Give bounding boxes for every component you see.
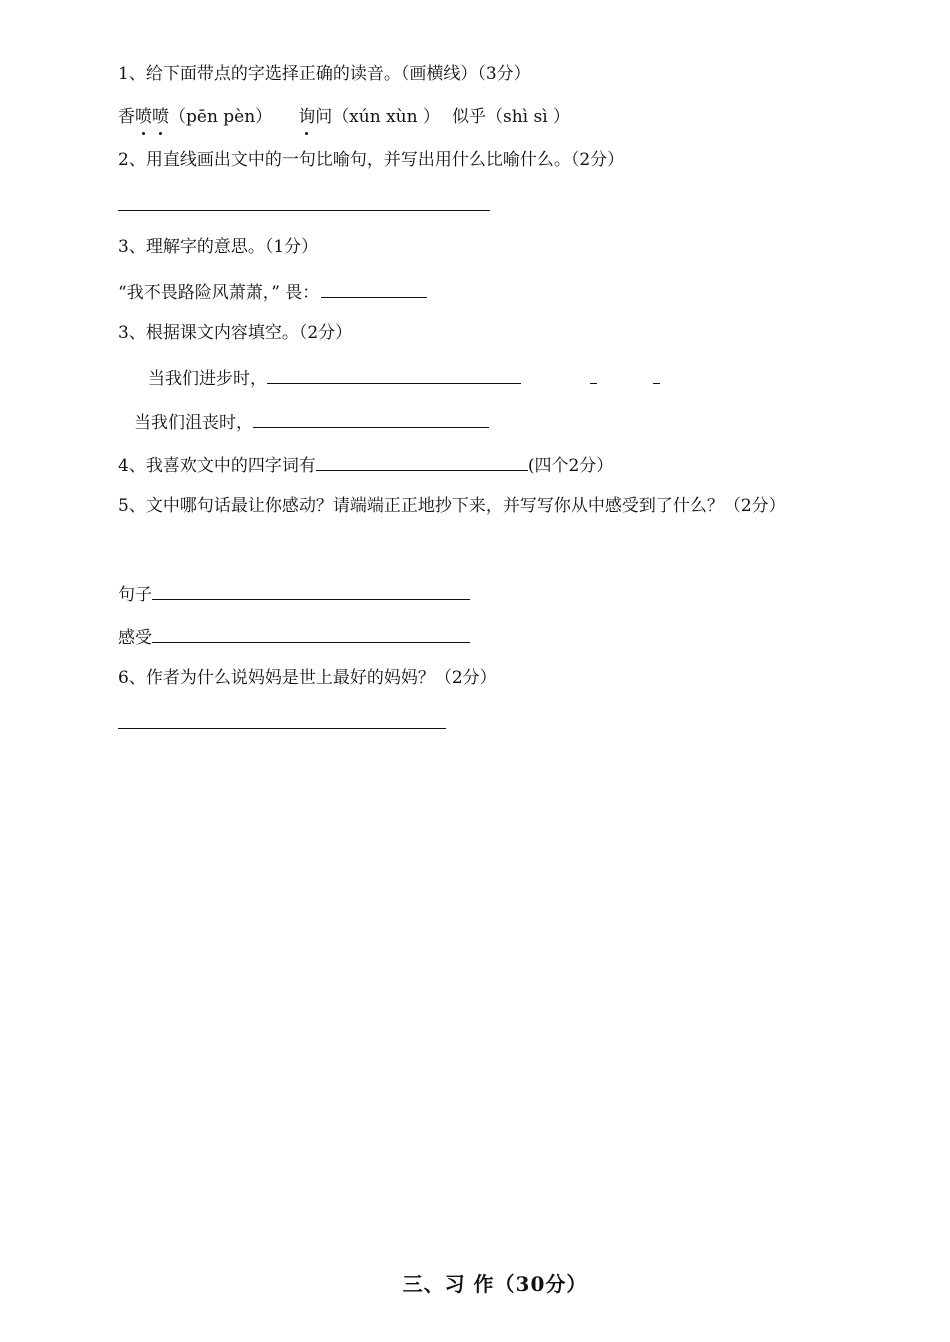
question-3b-prompt: 3、根据课文内容填空。（2分）: [118, 323, 353, 343]
q1-item-2-options: （xún xùn ）: [332, 107, 440, 127]
question-1-options-row: [118, 106, 570, 128]
question-3b-line1-label: 当我们进步时，: [148, 369, 267, 389]
answer-blank-q6[interactable]: [118, 728, 446, 729]
stray-dash: [653, 383, 660, 384]
question-3a-quote-row: [118, 279, 427, 304]
section-3-title: 三、习 作（30分）: [402, 1272, 588, 1296]
q1-item-3: [452, 107, 570, 127]
dotted-char: 喷: [152, 107, 169, 127]
answer-blank-q4[interactable]: [316, 452, 528, 471]
question-4-row: [118, 452, 613, 477]
answer-blank-q2[interactable]: [118, 210, 490, 211]
question-3b-line2-label: 当我们沮丧时，: [134, 413, 253, 433]
q1-item-2-post: 问: [315, 107, 333, 127]
q1-item-2: [298, 107, 440, 127]
q1-item-1-pre: 香: [118, 107, 135, 127]
stray-dash: [590, 383, 597, 384]
question-3b-line2: [134, 409, 489, 434]
answer-blank-q3a[interactable]: [321, 279, 427, 298]
question-2-prompt: 2、用直线画出文中的一句比喻句，并写出用什么比喻什么。（2分）: [118, 150, 625, 170]
sentence-label: 句子: [118, 585, 152, 605]
question-1-prompt: 1、给下面带点的字选择正确的读音。（画横线）（3分）: [118, 64, 531, 84]
question-3a-prompt: 3、理解字的意思。（1分）: [118, 237, 319, 257]
answer-blank-q5-feeling[interactable]: [152, 624, 470, 643]
q1-item-3-word: 似乎: [451, 107, 486, 127]
question-4-suffix: (四个2分）: [527, 456, 614, 476]
dotted-char: 喷: [135, 107, 152, 127]
question-5-prompt: 5、文中哪句话最让你感动？请端端正正地抄下来，并写写你从中感受到了什么？（2分）: [118, 496, 786, 516]
answer-blank-q3b-1[interactable]: [267, 365, 521, 384]
question-5-feeling-row: [118, 624, 470, 649]
feeling-label: 感受: [118, 628, 152, 648]
question-5-sentence-row: [118, 581, 470, 606]
q1-item-1: [118, 107, 272, 127]
q1-item-1-options: （pēn pèn）: [169, 107, 273, 127]
answer-blank-q5-sentence[interactable]: [152, 581, 470, 600]
question-6-prompt: 6、作者为什么说妈妈是世上最好的妈妈？（2分）: [118, 668, 497, 688]
answer-blank-q3b-2[interactable]: [253, 409, 489, 428]
question-3a-quote: “我不畏路险风萧萧，” 畏：: [118, 283, 320, 303]
question-4-prompt: 4、我喜欢文中的四字词有: [118, 456, 316, 476]
dotted-char: 询: [298, 107, 316, 127]
q1-item-3-options: （shì sì ）: [485, 107, 571, 127]
question-3b-line1: [148, 365, 521, 390]
